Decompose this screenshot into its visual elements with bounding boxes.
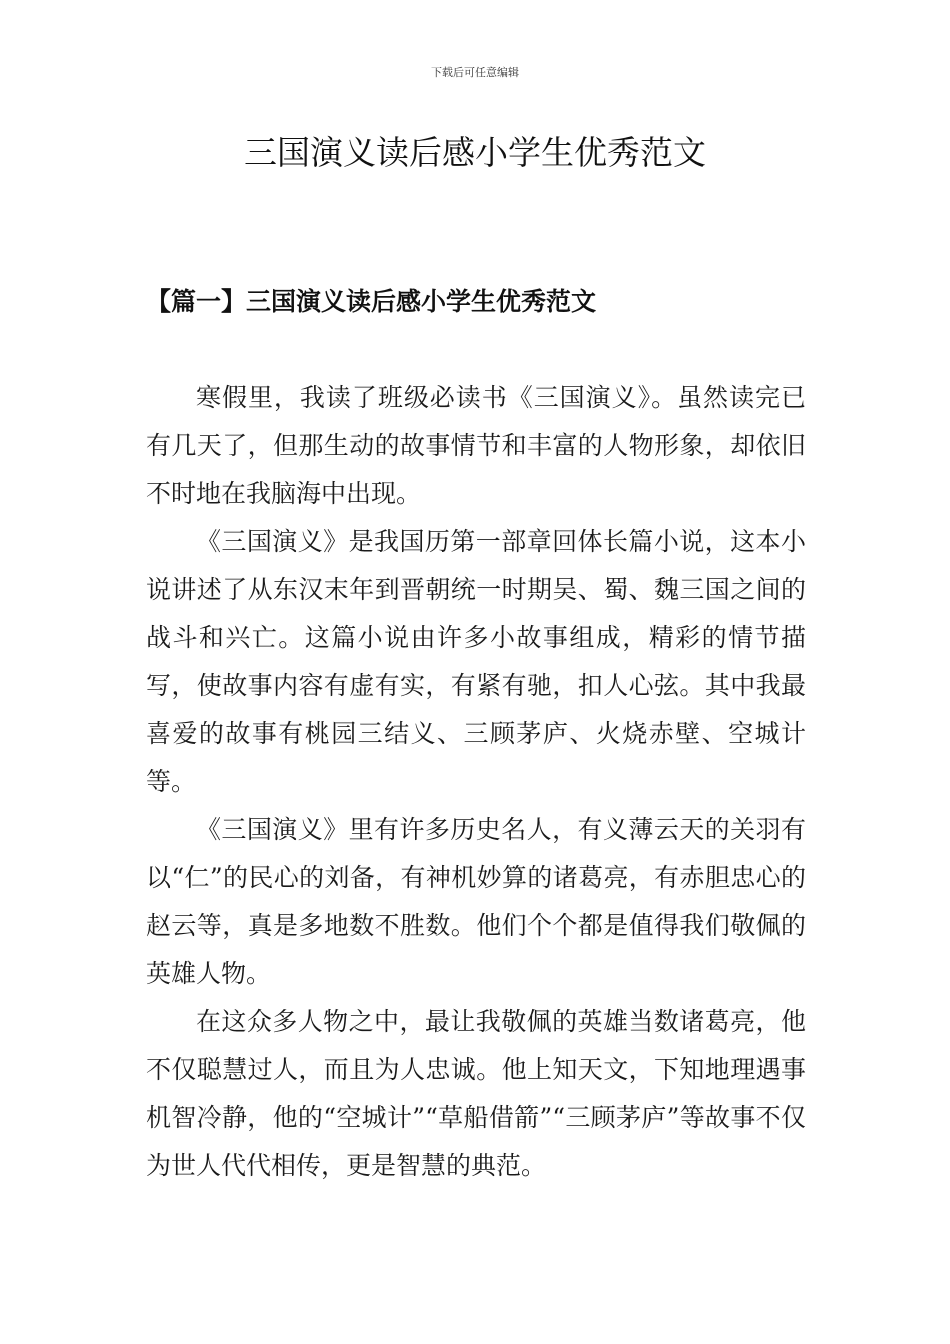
body-text [146,374,806,1190]
document-title: 三国演义读后感小学生优秀范文 [244,133,706,172]
paragraph: 《三国演义》里有许多历史名人，有义薄云天的关羽有以“仁”的民心的刘备，有神机妙算的诸葛亮，有赤胆忠心的赵云等，真是多地数不胜数。他们个个都是值得我们敬佩的英雄人物。 [146,815,806,988]
header-note: 下载后可任意编辑 [431,66,519,79]
paragraph: 在这众多人物之中，最让我敬佩的英雄当数诸葛亮，他不仅聪慧过人，而且为人忠诚。他上知天文，下知地理遇事机智冷静，他的“空城计”“草船借箭”“三顾茅庐”等故事不仅为世人代代相传，更是智慧的典范。 [146,1007,806,1180]
section-heading: 【篇一】三国演义读后感小学生优秀范文 [146,287,597,316]
paragraph: 寒假里，我读了班级必读书《三国演义》。虽然读完已有几天了，但那生动的故事情节和丰富的人物形象，却依旧不时地在我脑海中出现。 [146,383,806,508]
paragraph: 《三国演义》是我国历第一部章回体长篇小说，这本小说讲述了从东汉末年到晋朝统一时期吴、蜀、魏三国之间的战斗和兴亡。这篇小说由许多小故事组成，精彩的情节描写，使故事内容有虚有实，有紧有驰，扣人心弦。其中我最喜爱的故事有桃园三结义、三顾茅庐、火烧赤壁、空城计等。 [146,527,806,796]
